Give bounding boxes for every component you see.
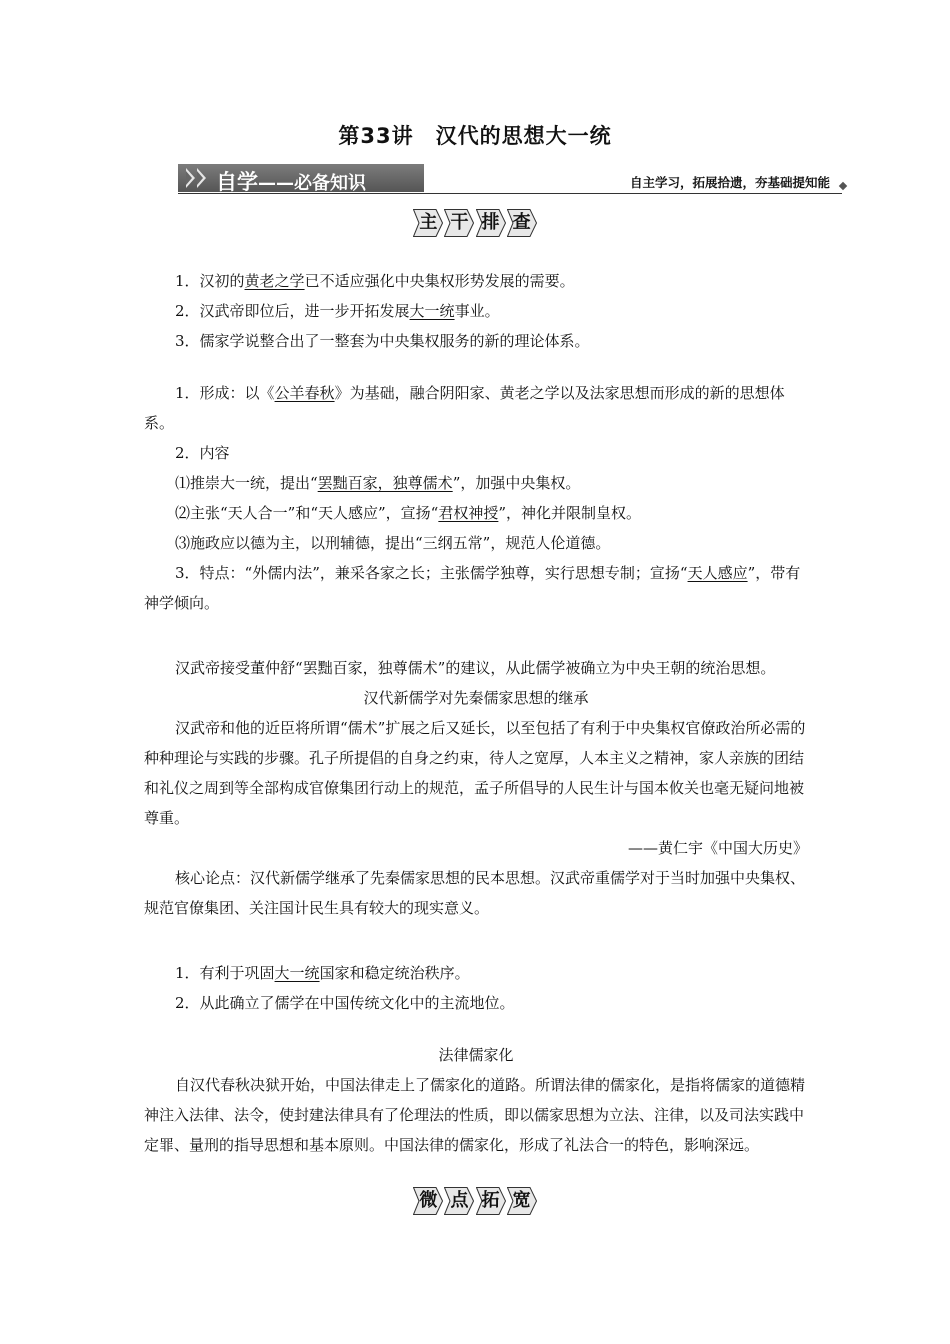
banner-tag-main: 自学: [216, 170, 258, 194]
page-title: [0, 120, 950, 150]
badge-char: 查: [512, 212, 531, 233]
badge-char: 微: [419, 1190, 438, 1211]
badge-main-check: [0, 209, 950, 241]
paragraph: ⑶施政应以德为主，以刑辅德，提出“三纲五常”，规范人伦道德。: [175, 534, 611, 552]
badge-cell: [507, 209, 537, 237]
badge-char: 干: [450, 212, 469, 233]
section-banner: [178, 164, 848, 196]
chevron-inner: [197, 171, 203, 185]
paragraph: 1．形成：以《公羊春秋》为基础，融合阴阳家、黄老之学以及法家思想而形成的新的思想体系。: [144, 384, 785, 432]
paragraph: 2．从此确立了儒学在中国传统文化中的主流地位。: [175, 994, 515, 1012]
material-core-point: 核心论点：汉代新儒学继承了先秦儒家思想的民本思想。汉武帝重儒学对于当时加强中央集权、规范官僚集团、关注国计民生具有较大的现实意义。: [144, 869, 806, 917]
section-significance: [144, 958, 808, 1018]
badge-char: 主: [419, 212, 438, 233]
material-body: 汉武帝和他的近臣将所谓“儒术”扩展之后又延长，以至包括了有利于中央集权官僚政治所必需的种种理论与实践的步骤。孔子所提倡的自身之约束，待人之宽厚，人本主义之精神，家人亲族的团结和礼仪之周到等全部构成官僚集团行动上的规范，孟子所倡导的人民生计与国本攸关也毫无疑问地被尊重。: [144, 719, 806, 827]
badge-cell: [444, 209, 474, 237]
key-term: 大一统: [274, 964, 320, 982]
badge-cell: [444, 1187, 474, 1215]
paragraph: 1．有利于巩固大一统国家和稳定统治秩序。: [175, 964, 470, 982]
badge-micro-extension: [0, 1187, 950, 1219]
paragraph: ⑵主张“天人合一”和“天人感应”，宣扬“君权神授”，神化并限制皇权。: [175, 504, 642, 522]
banner-tag-sep: ——: [258, 173, 294, 194]
paragraph: 1．汉初的黄老之学已不适应强化中央集权形势发展的需要。: [175, 272, 575, 290]
paragraph: 3．特点：“外儒内法”，兼采各家之长；主张儒学独尊，实行思想专制；宣扬“天人感应”，带有神学倾向。: [144, 564, 801, 612]
banner-tag-sub: 必备知识: [294, 173, 366, 194]
paragraph: 3．儒家学说整合出了一整套为中央集权服务的新的理论体系。: [175, 332, 590, 350]
material-source: ——黄仁宇《中国大历史》: [627, 839, 808, 857]
banner-tag-text: [216, 166, 366, 196]
key-term: 黄老之学: [244, 272, 305, 290]
lesson-title: 汉代的思想大一统: [435, 124, 612, 148]
badge-char: 排: [481, 212, 500, 233]
section-influence: [144, 653, 808, 923]
section-background: [144, 266, 808, 356]
badge-cell: [476, 209, 506, 237]
key-term: 罢黜百家，独尊儒术: [317, 474, 453, 492]
key-term: 公羊春秋: [274, 384, 335, 402]
paragraph: ⑴推崇大一统，提出“罢黜百家，独尊儒术”，加强中央集权。: [175, 474, 581, 492]
section-extension: [144, 1040, 808, 1160]
section-content: [144, 378, 808, 618]
badge-char: 宽: [512, 1190, 531, 1211]
badge-cell: [476, 1187, 506, 1215]
paragraph: 汉武帝接受董仲舒“罢黜百家，独尊儒术”的建议，从此儒学被确立为中央王朝的统治思想。: [175, 659, 776, 677]
material-title: 汉代新儒学对先秦儒家思想的继承: [363, 689, 589, 707]
lesson-number: 第33讲: [338, 124, 414, 148]
material-body: 自汉代春秋决狱开始，中国法律走上了儒家化的道路。所谓法律的儒家化，是指将儒家的道德精神注入法律、法令，使封建法律具有了伦理法的性质，即以儒家思想为立法、注律，以及司法实践中定罪、量刑的指导思想和基本原则。中国法律的儒家化，形成了礼法合一的特色，影响深远。: [144, 1076, 806, 1154]
key-term: 天人感应: [687, 564, 748, 582]
badge-cell: [413, 209, 443, 237]
diamond-icon: [839, 182, 847, 190]
badge-char: 拓: [481, 1190, 500, 1211]
paragraph: 2．汉武帝即位后，进一步开拓发展大一统事业。: [175, 302, 500, 320]
material-title: 法律儒家化: [438, 1046, 514, 1064]
badge-char: 点: [450, 1190, 469, 1211]
badge-cell: [507, 1187, 537, 1215]
banner-subtitle: 自主学习，拓展拾遗，夯基础提知能: [629, 175, 830, 190]
paragraph: 2．内容: [175, 444, 230, 462]
badge-cell: [413, 1187, 443, 1215]
key-term: 大一统: [409, 302, 455, 320]
key-term: 君权神授: [438, 504, 499, 522]
chevron-inner: [186, 171, 192, 185]
banner-tag: [178, 164, 424, 192]
